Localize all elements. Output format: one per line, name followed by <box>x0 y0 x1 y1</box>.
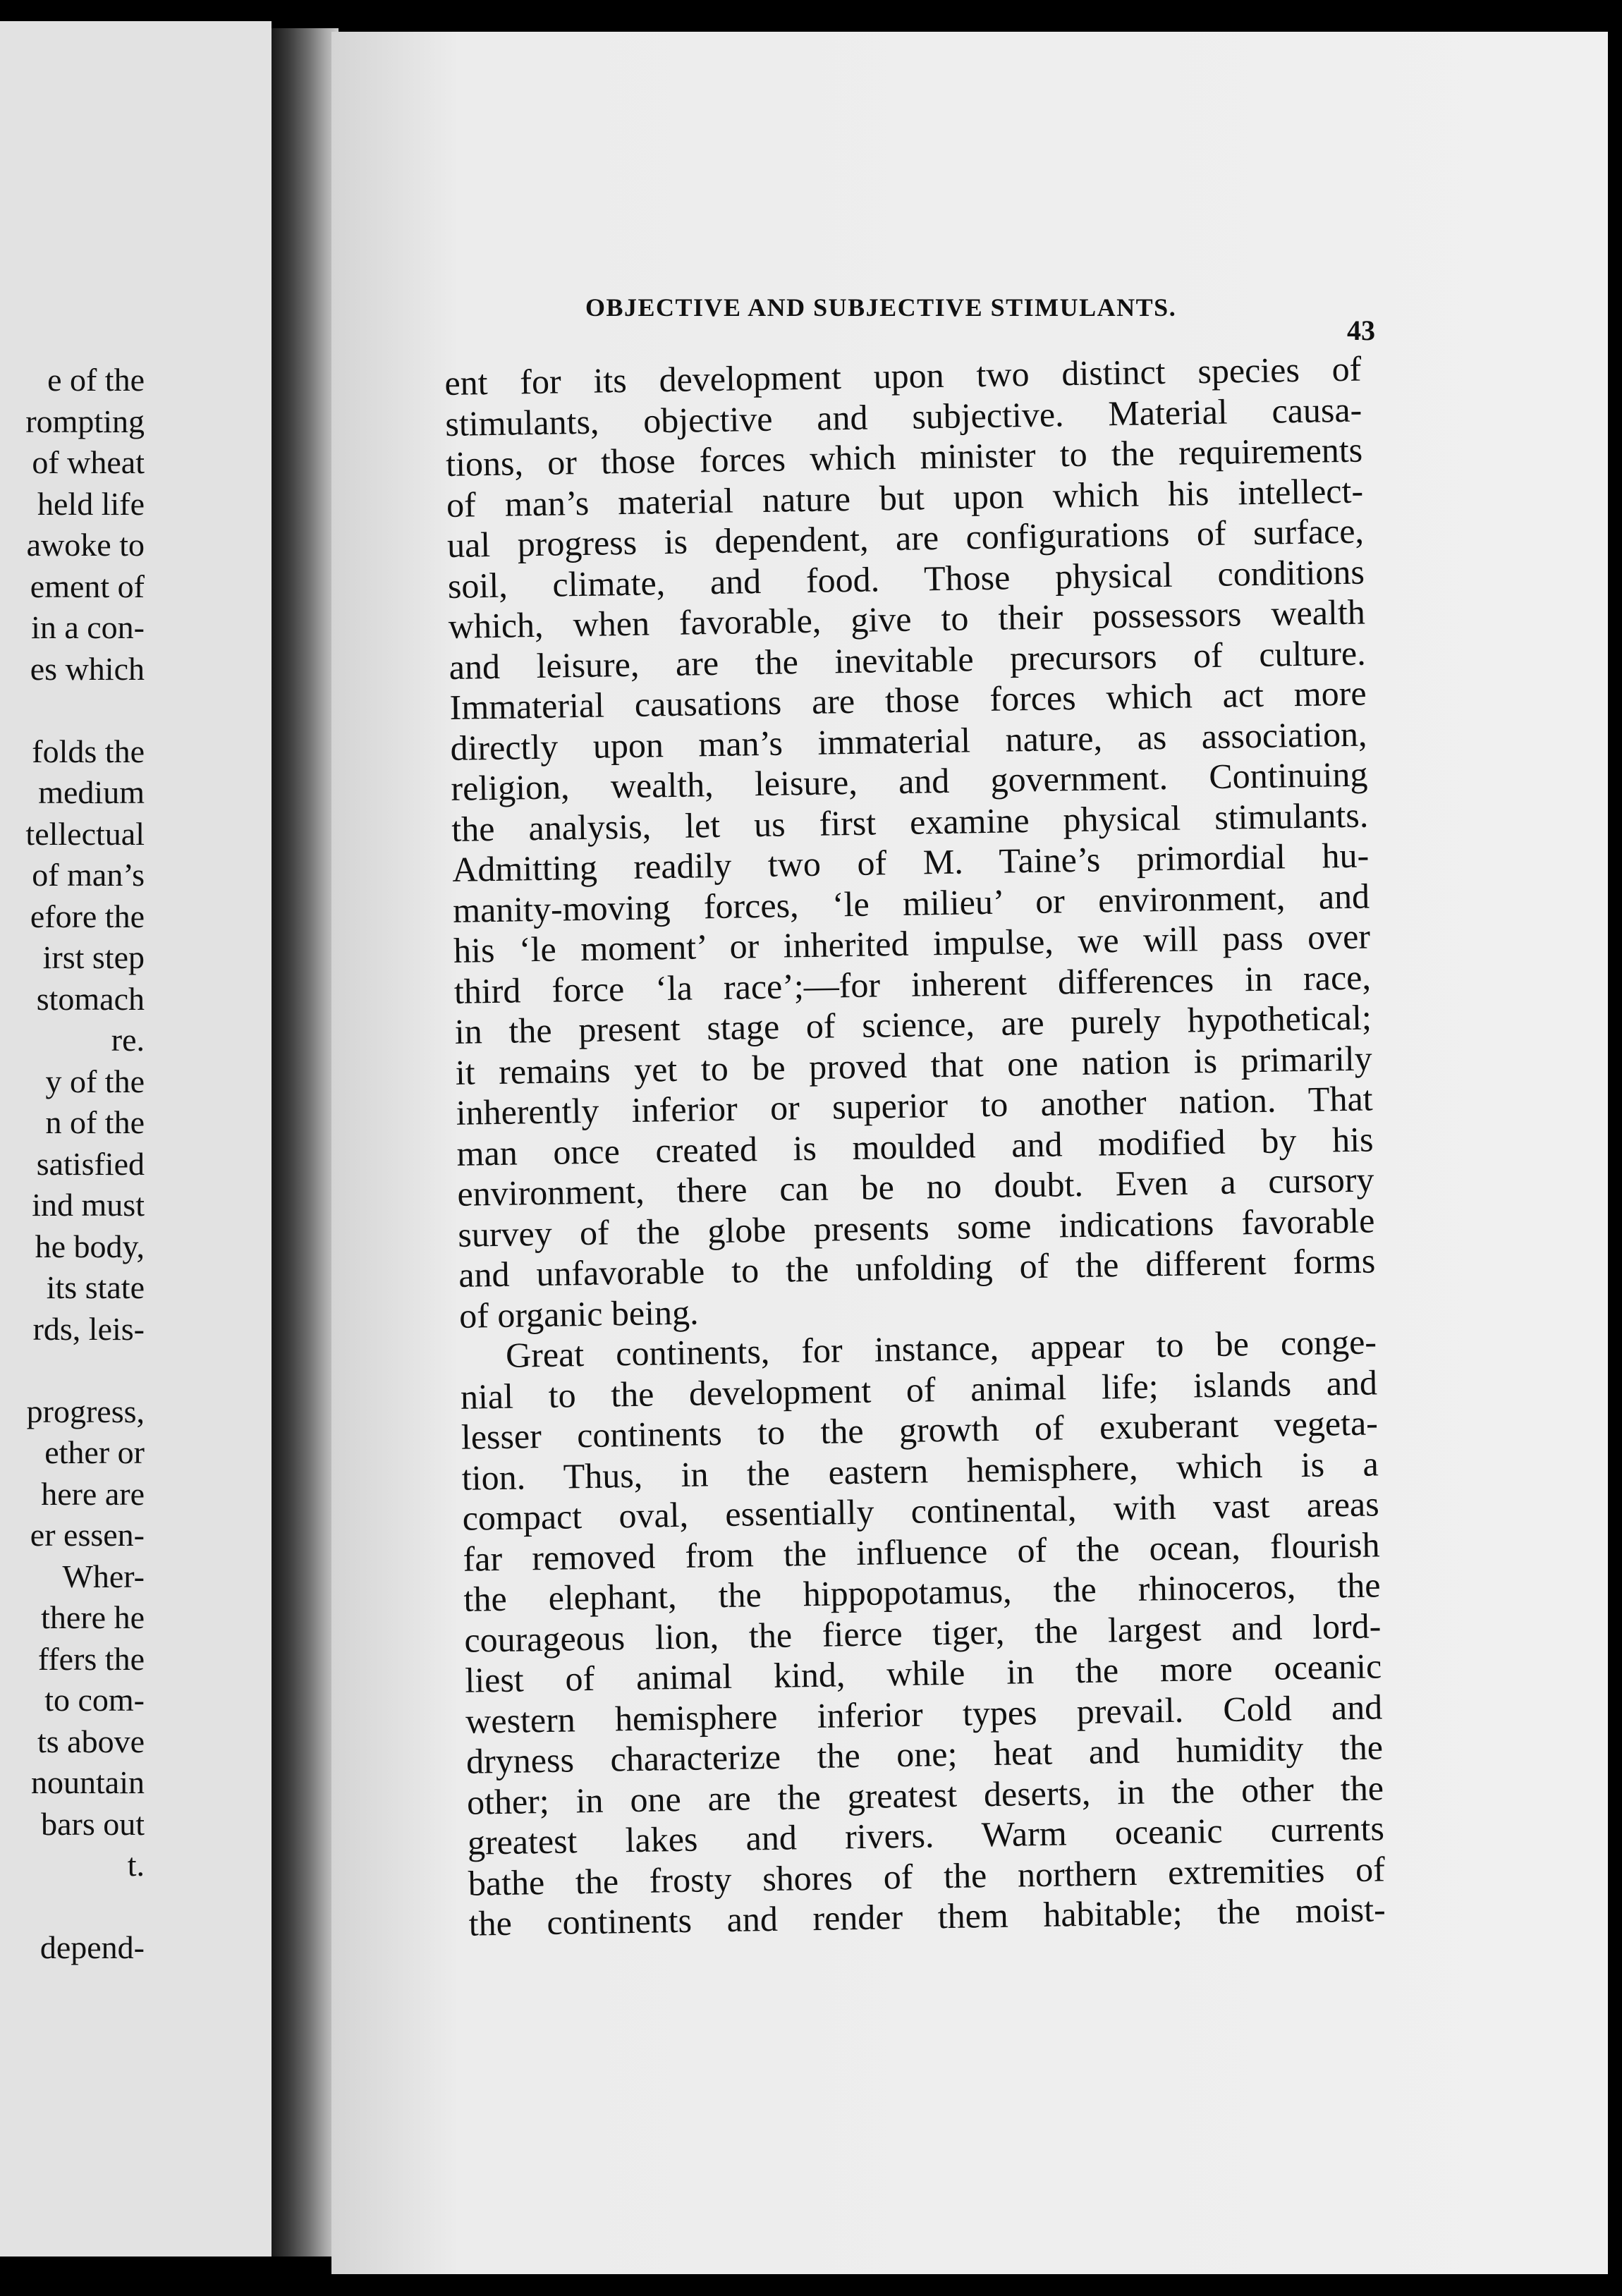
text-line: the continents and render them habitable; the moist- <box>468 1889 1386 1943</box>
previous-page-line: to com- <box>44 1682 145 1718</box>
previous-page-line: satisfied <box>36 1145 145 1182</box>
text-line: environment, there can be no doubt. Even a cursory <box>457 1159 1374 1214</box>
text-line: courageous lion, the fierce tiger, the largest and lord- <box>463 1605 1382 1660</box>
text-line: far removed from the influence of the ocean, flourish <box>463 1524 1380 1579</box>
text-line: liest of animal kind, while in the more oceanic <box>464 1646 1382 1700</box>
previous-page-line: es which <box>30 650 145 687</box>
text-line: manity-moving forces, ‘le milieu’ or environment, and <box>452 875 1370 930</box>
previous-page-text <box>0 360 145 1969</box>
previous-page-line: folds the <box>32 733 145 769</box>
previous-page-line: stomach <box>36 980 145 1017</box>
previous-page-line: rompting <box>25 403 145 439</box>
previous-page-line: awoke to <box>26 527 145 563</box>
previous-page-line: e of the <box>47 362 145 398</box>
text-line: and leisure, are the inevitable precursors of culture. <box>449 633 1367 687</box>
text-line: lesser continents to the growth of exuberant vegeta- <box>461 1403 1379 1457</box>
previous-page-line: there he <box>41 1599 145 1635</box>
text-line: tions, or those forces which minister to the requirements <box>445 429 1363 484</box>
text-line: ent for its development upon two distinct species of <box>444 348 1362 403</box>
text-line: directly upon man’s immaterial nature, as association, <box>450 714 1367 768</box>
text-line: of man’s material nature but upon which his intellect- <box>446 470 1364 525</box>
previous-page-line: er essen- <box>30 1517 145 1553</box>
text-line: soil, climate, and food. Those physical conditions <box>447 551 1365 606</box>
previous-page <box>0 21 272 2257</box>
text-line: nial to the development of animal life; islands and <box>460 1362 1378 1417</box>
previous-page-line: of man’s <box>32 857 145 893</box>
body-text <box>444 349 1386 1945</box>
text-line: third force ‘la race’;—for inherent differences in race, <box>453 956 1372 1011</box>
previous-page-line <box>0 1350 145 1391</box>
text-line: greatest lakes and rivers. Warm oceanic currents <box>467 1808 1385 1862</box>
text-line: his ‘le moment’ or inherited impulse, we will pass over <box>453 916 1371 970</box>
previous-page-line: y of the <box>45 1063 145 1099</box>
previous-page-line: t. <box>127 1847 145 1883</box>
text-line: ual progress is dependent, are configurations of surface, <box>446 511 1365 565</box>
text-line: dryness characterize the one; heat and humidity the <box>465 1727 1384 1781</box>
text-line: and unfavorable to the unfolding of the different forms <box>458 1240 1376 1295</box>
previous-page-line: tellectual <box>25 815 145 852</box>
page-number: 43 <box>1347 315 1375 346</box>
previous-page-line: in a con- <box>31 609 145 645</box>
current-page <box>331 32 1608 2274</box>
previous-page-line: nountain <box>31 1764 145 1800</box>
previous-page-line: depend- <box>39 1929 145 1965</box>
previous-page-line: rds, leis- <box>32 1310 145 1347</box>
text-line: which, when favorable, give to their possessors wealth <box>448 592 1366 646</box>
previous-page-line <box>0 690 145 731</box>
running-head: OBJECTIVE AND SUBJECTIVE STIMULANTS. <box>585 293 1177 322</box>
text-line: bathe the frosty shores of the northern extremities of <box>468 1848 1386 1903</box>
text-line: Immaterial causations are those forces which act more <box>449 673 1367 727</box>
previous-page-line: ement of <box>30 568 145 604</box>
text-line: other; in one are the greatest deserts, in the other the <box>466 1767 1384 1822</box>
text-line: Admitting readily two of M. Taine’s primordial hu- <box>451 835 1370 889</box>
previous-page-line: bars out <box>41 1805 145 1842</box>
text-line: tion. Thus, in the eastern hemisphere, which is a <box>461 1443 1379 1498</box>
text-line: the analysis, let us first examine physical stimulants. <box>451 795 1369 849</box>
previous-page-line: ts above <box>37 1723 145 1759</box>
previous-page-line: efore the <box>30 898 145 934</box>
previous-page-line: irst step <box>42 939 145 975</box>
book-gutter-shadow <box>272 28 339 2257</box>
text-line: Great continents, for instance, appear to be conge- <box>505 1321 1377 1375</box>
previous-page-line <box>0 1886 145 1928</box>
previous-page-line: ind must <box>32 1187 145 1223</box>
text-line: in the present stage of science, are purely hypothetical; <box>454 997 1372 1051</box>
text-line: survey of the globe presents some indications favorable <box>457 1199 1375 1254</box>
text-line: of organic being. <box>458 1292 699 1336</box>
previous-page-line: he body, <box>35 1228 145 1264</box>
previous-page-line: here are <box>41 1475 145 1512</box>
previous-page-line: re. <box>111 1022 145 1058</box>
text-line: stimulants, objective and subjective. Material causa- <box>444 389 1362 444</box>
previous-page-line: progress, <box>26 1393 145 1429</box>
text-line: inherently inferior or superior to another nation. That <box>456 1078 1373 1132</box>
previous-page-line: of wheat <box>32 444 145 480</box>
text-line: religion, wealth, leisure, and government. Continuing <box>451 754 1368 808</box>
text-line: compact oval, essentially continental, with vast areas <box>462 1484 1380 1538</box>
text-line: western hemisphere inferior types prevail. Cold and <box>465 1686 1383 1741</box>
text-line: the elephant, the hippopotamus, the rhinoceros, the <box>463 1565 1381 1619</box>
previous-page-line: medium <box>38 774 145 810</box>
previous-page-line: ether or <box>44 1434 145 1470</box>
previous-page-line: held life <box>37 485 145 522</box>
previous-page-line: n of the <box>45 1104 145 1140</box>
previous-page-line: ffers the <box>37 1640 145 1677</box>
previous-page-line: Wher- <box>62 1558 145 1594</box>
text-line: it remains yet to be proved that one nation is primarily <box>455 1037 1373 1092</box>
previous-page-line: its state <box>46 1269 145 1305</box>
text-line: man once created is moulded and modified by his <box>456 1118 1374 1173</box>
